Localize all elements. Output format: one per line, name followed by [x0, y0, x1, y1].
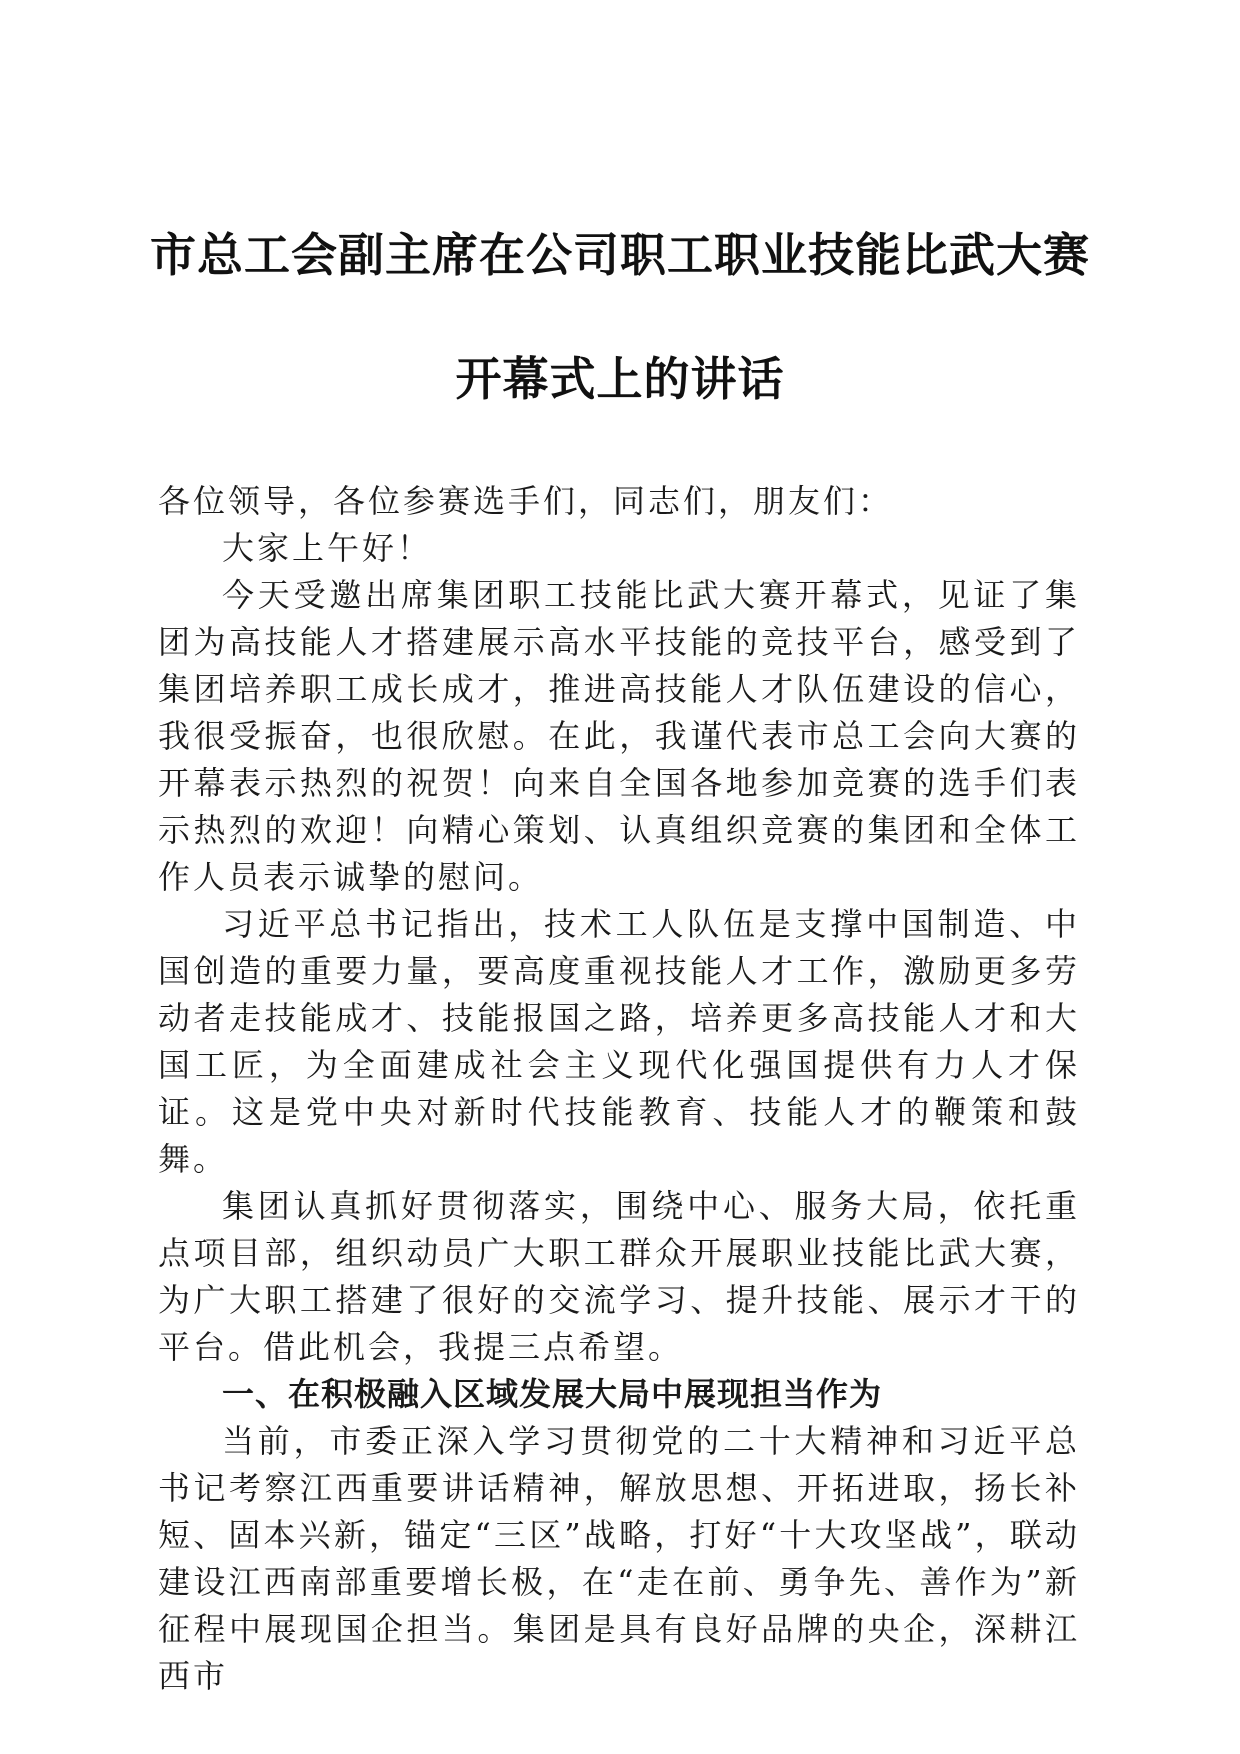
paragraph-xi-quote: 习近平总书记指出，技术工人队伍是支撑中国制造、中国创造的重要力量，要高度重视技能人才工作，激励更多劳动者走技能成才、技能报国之路，培养更多高技能人才和大国工匠，为全面建成社会主义现代化强国提供有力人才保证。这是党中央对新时代技能教育、技能人才的鞭策和鼓舞。 — [158, 905, 1080, 1178]
section-heading-1: 一、在积极融入区域发展大局中展现担当作为 — [222, 1375, 883, 1413]
document-title-line-1: 市总工会副主席在公司职工职业技能比武大赛 — [150, 228, 1090, 282]
paragraph-opening: 今天受邀出席集团职工技能比武大赛开幕式，见证了集团为高技能人才搭建展示高水平技能的竞技平台，感受到了集团培养职工成长成才，推进高技能人才队伍建设的信心，我很受振奋，也很欣慰。在此，我谨代表市总工会向大赛的开幕表示热烈的祝贺！向来自全国各地参加竞赛的选手们表示热烈的欢迎！向精心策划、认真组织竞赛的集团和全体工作人员表示诚挚的慰问。 — [158, 576, 1080, 896]
greeting: 大家上午好！ — [222, 529, 433, 567]
document-title-line-2: 开幕式上的讲话 — [455, 352, 785, 406]
paragraph-section-1: 当前，市委正深入学习贯彻党的二十大精神和习近平总书记考察江西重要讲话精神，解放思想、开拓进取，扬长补短、固本兴新，锚定“三区”战略，打好“十大攻坚战”，联动建设江西南部重要增长极，在“走在前、勇争先、善作为”新征程中展现国企担当。集团是具有良好品牌的央企，深耕江西市 — [158, 1422, 1080, 1695]
salutation: 各位领导，各位参赛选手们，同志们，朋友们： — [158, 482, 894, 520]
paragraph-group-implementation: 集团认真抓好贯彻落实，围绕中心、服务大局，依托重点项目部，组织动员广大职工群众开展职业技能比武大赛，为广大职工搭建了很好的交流学习、提升技能、展示才干的平台。借此机会，我提三点希望。 — [158, 1187, 1080, 1366]
document-body — [158, 478, 1080, 1700]
